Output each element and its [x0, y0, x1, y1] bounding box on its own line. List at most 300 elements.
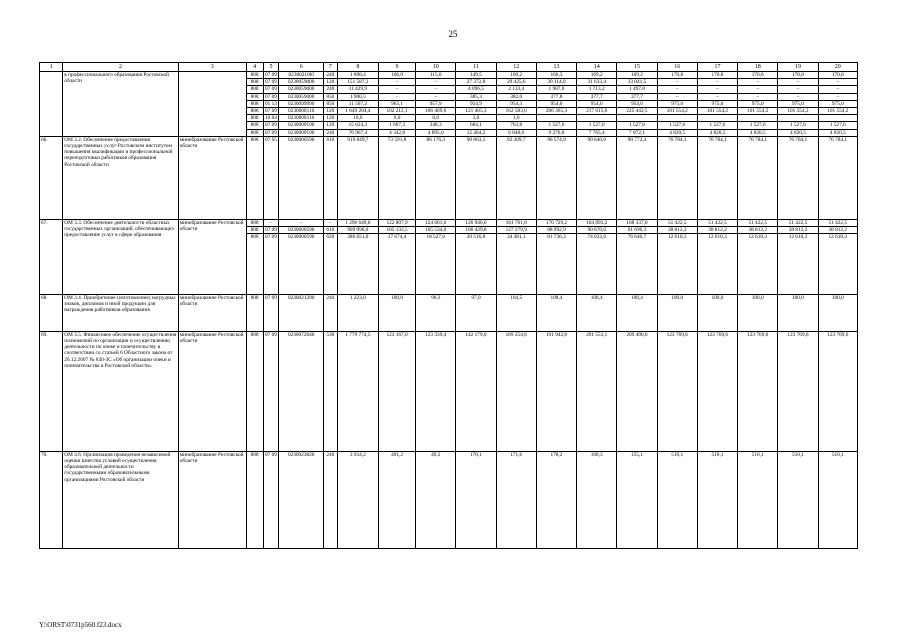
data-cell: 240 [323, 129, 337, 136]
data-cell: 91 696,3 [617, 227, 657, 234]
data-cell: 73 591,8 [379, 136, 416, 219]
data-cell: 1 527,6 [738, 122, 778, 129]
data-cell: 51 422,5 [778, 219, 818, 226]
data-cell: 1 527,6 [617, 122, 657, 129]
column-number-header: 12 [496, 63, 536, 72]
data-cell: 510,1 [818, 451, 857, 548]
data-cell: 808 [246, 72, 263, 79]
data-cell: 9 276,8 [536, 129, 576, 136]
data-cell: 808 [246, 331, 263, 451]
data-cell: 1 527,6 [657, 122, 697, 129]
data-cell: 0230072040 [279, 331, 324, 451]
data-cell: 510,1 [697, 451, 737, 548]
data-cell: 27 372,8 [456, 79, 496, 86]
data-cell: 90 863,5 [456, 136, 496, 219]
data-cell: 105 534,0 [416, 227, 456, 234]
data-cell: 76 784,1 [738, 136, 778, 219]
data-cell: 51 422,5 [697, 219, 737, 226]
data-cell: 957,9 [416, 100, 456, 107]
data-cell [536, 115, 576, 122]
data-cell: – [738, 86, 778, 93]
data-cell: 86 176,3 [416, 136, 456, 219]
data-cell: 808 [246, 86, 263, 93]
data-cell: 100,0 [778, 294, 818, 331]
data-cell: 120 [323, 79, 337, 86]
table-row [40, 331, 858, 451]
data-cell: 808 [246, 451, 263, 548]
data-cell: 1 527,6 [536, 122, 576, 129]
data-cell: 07 09 [265, 93, 277, 100]
data-cell: 170,1 [456, 451, 496, 548]
data-cell: 104,5 [496, 294, 536, 331]
data-cell: – [416, 86, 456, 93]
data-cell: 16,0 [337, 115, 378, 122]
data-cell: 4 096,5 [456, 86, 496, 93]
data-cell: – [697, 93, 737, 100]
data-cell: 1 527,6 [697, 122, 737, 129]
data-cell: 81 736,3 [536, 234, 576, 295]
data-cell: 29 425,6 [496, 79, 536, 86]
data-cell: 808 [246, 219, 263, 226]
data-cell: 386 651,0 [337, 234, 378, 295]
data-cell: 170 729,2 [536, 219, 576, 226]
data-cell: 963,1 [379, 100, 416, 107]
data-cell: 171,6 [496, 451, 536, 548]
data-cell: 76 784,1 [818, 136, 857, 219]
data-cell: 954,3 [496, 100, 536, 107]
item-number-cell: 68. [40, 294, 63, 331]
executor-cell: минобразование Ростовской области [178, 451, 246, 548]
data-cell: 33 041,5 [617, 79, 657, 86]
column-number-header: 10 [416, 63, 456, 72]
data-cell: 170,8 [778, 72, 818, 79]
data-cell: 120 [323, 115, 337, 122]
data-cell: 808 [246, 227, 263, 234]
data-cell: 18 527,6 [416, 234, 456, 295]
data-cell [738, 115, 778, 122]
data-cell: 1 713,2 [577, 86, 617, 93]
data-cell: – [738, 79, 778, 86]
data-cell: 1 527,6 [778, 122, 818, 129]
data-cell: 0230000590 [279, 227, 324, 234]
data-cell: 975,0 [657, 100, 697, 107]
data-cell: 4 820,5 [818, 129, 857, 136]
data-cell: 1 779 774,5 [337, 331, 378, 451]
data-cell: 1 527,6 [577, 122, 617, 129]
data-cell: 92 309,7 [496, 136, 536, 219]
data-cell: 168,3 [577, 451, 617, 548]
data-cell: 491,2 [379, 451, 416, 548]
item-name-cell: ОМ 3.6. Организация проведения независимой оценки качества условий осуществления образовательной деятельности государственными образовательными организациями Ростовской области [63, 451, 178, 548]
data-cell: – [738, 93, 778, 100]
data-cell: 170,8 [657, 72, 697, 79]
data-cell [818, 115, 857, 122]
data-cell: 166,3 [536, 72, 576, 79]
data-cell: – [818, 93, 857, 100]
data-cell: 217 015,6 [577, 108, 617, 115]
data-cell: 610 [323, 227, 337, 234]
data-cell: 90 640,6 [577, 136, 617, 219]
data-cell: 7 872,1 [617, 129, 657, 136]
data-cell: 101 554,2 [738, 108, 778, 115]
data-cell: 51 422,5 [738, 219, 778, 226]
data-cell: 07 09 [265, 86, 277, 93]
data-cell: 88 992,9 [536, 227, 576, 234]
data-cell: 510,1 [738, 451, 778, 548]
data-cell: 49,2 [416, 451, 456, 548]
data-cell: 100,0 [818, 294, 857, 331]
data-cell: 385,3 [456, 93, 496, 100]
data-cell: 1 497,8 [617, 86, 657, 93]
data-cell: 610 [323, 136, 337, 219]
data-cell: 975,0 [818, 100, 857, 107]
data-cell: – [379, 93, 416, 100]
data-cell: 30 114,0 [536, 79, 576, 86]
data-cell: 15 624,3 [337, 122, 378, 129]
data-cell: 76 640,7 [617, 234, 657, 295]
data-cell: 0230099990 [279, 100, 324, 107]
data-cell: 11 429,9 [337, 86, 378, 93]
column-number-header: 8 [337, 63, 378, 72]
item-number-cell: 66. [40, 136, 63, 219]
column-number-header: 5 [263, 63, 279, 72]
data-cell: – [379, 79, 416, 86]
data-cell [697, 115, 737, 122]
data-cell: 6,0 [379, 115, 416, 122]
data-cell: 0230000590 [279, 136, 324, 219]
data-cell: 206 365,3 [536, 108, 576, 115]
data-cell: 122 807,9 [379, 219, 416, 226]
data-cell: 1 296 649,0 [337, 219, 378, 226]
data-cell: 3 934,2 [337, 451, 378, 548]
column-number-header: 3 [178, 63, 246, 72]
data-cell: 07 09 [263, 451, 279, 548]
data-cell: 201 553,1 [577, 331, 617, 451]
data-cell: 808 [246, 122, 263, 129]
data-cell: 4 820,5 [778, 129, 818, 136]
data-cell: 102 212,1 [379, 108, 416, 115]
data-cell: 105 133,5 [379, 227, 416, 234]
data-cell: 954,0 [617, 100, 657, 107]
data-cell: – [323, 219, 337, 226]
column-number-header-row [40, 63, 858, 72]
data-cell: 377,8 [536, 93, 576, 100]
column-number-header: 16 [657, 63, 697, 72]
data-cell: 4 820,5 [738, 129, 778, 136]
data-cell: 169,2 [577, 72, 617, 79]
data-cell: 02300210l0 [279, 72, 324, 79]
data-cell: 120 [323, 108, 337, 115]
data-cell: 120 [323, 122, 337, 129]
item-number-cell: 67. [40, 219, 63, 294]
data-cell: 808 [246, 115, 263, 122]
data-cell: 100,0 [379, 294, 416, 331]
data-cell: 12 610,3 [697, 234, 737, 295]
data-cell: 108,4 [617, 294, 657, 331]
data-cell: 12 610,3 [657, 234, 697, 295]
data-cell: 97,0 [456, 294, 496, 331]
data-cell: 1 900,5 [337, 93, 378, 100]
budget-table [39, 62, 858, 549]
data-cell: 4 895,0 [416, 129, 456, 136]
data-cell: 6 048,6 [496, 129, 536, 136]
data-cell: 126 946,6 [456, 219, 496, 226]
data-cell: 74 022,6 [577, 234, 617, 295]
data-cell: – [657, 86, 697, 93]
file-path-footer: Y:\ORST\0731p560.f23.docx [39, 621, 122, 629]
data-cell: – [657, 79, 697, 86]
data-cell: 240 [323, 294, 337, 331]
data-cell: – [697, 86, 737, 93]
data-cell: 108,4 [536, 294, 576, 331]
data-cell: 530 [323, 331, 337, 451]
data-cell: 10 04 [265, 115, 277, 122]
data-cell: 123 769,6 [657, 331, 697, 451]
column-number-header: 15 [617, 63, 657, 72]
data-cell: – [416, 93, 456, 100]
data-cell: 38 812,2 [657, 227, 697, 234]
data-cell: 919 849,7 [337, 136, 378, 219]
executor-cell: минобразование Ростовской области [178, 219, 246, 294]
data-cell: 1 607,3 [379, 122, 416, 129]
data-cell: 1 527,6 [818, 122, 857, 129]
data-cell: – [279, 219, 324, 226]
data-cell [577, 115, 617, 122]
data-cell: 169,2 [496, 72, 536, 79]
data-cell: 1 223,0 [337, 294, 378, 331]
data-cell: 1 987,0 [536, 86, 576, 93]
data-cell: 510,1 [778, 451, 818, 548]
data-cell: 01 13 [265, 100, 277, 107]
data-cell: 96,3 [416, 294, 456, 331]
data-cell: 377,7 [577, 93, 617, 100]
data-cell: 07 09 [265, 122, 277, 129]
column-number-header: 11 [456, 63, 496, 72]
data-cell: 0230000110 [279, 108, 324, 115]
data-cell: 123 769,6 [697, 331, 737, 451]
item-number-cell: 70. [40, 451, 63, 548]
data-cell: 123 769,6 [778, 331, 818, 451]
column-number-header: 19 [778, 63, 818, 72]
data-cell: 240 [323, 72, 337, 79]
data-cell [617, 115, 657, 122]
data-cell: 0230000190 [279, 122, 324, 129]
data-cell: – [379, 86, 416, 93]
data-cell: 142 179,0 [456, 331, 496, 451]
data-cell: 76 967,4 [337, 129, 378, 136]
data-cell: 850 [323, 93, 337, 100]
data-cell: 07 09 [263, 331, 279, 451]
data-cell: 168 337,0 [617, 219, 657, 226]
data-cell: 123 769,6 [738, 331, 778, 451]
data-cell: 763,8 [496, 122, 536, 129]
data-cell: 954,0 [577, 100, 617, 107]
executor-cell [178, 72, 246, 137]
data-cell: 106,0 [379, 72, 416, 79]
table-row [40, 72, 858, 79]
data-cell: – [818, 86, 857, 93]
data-cell: 808 [246, 108, 263, 115]
data-cell: 07 09 [265, 227, 277, 234]
data-cell: 191 942,8 [536, 331, 576, 451]
data-cell: 161 761,0 [496, 219, 536, 226]
data-cell: 108,4 [577, 294, 617, 331]
data-cell: 124 061,6 [416, 219, 456, 226]
data-cell: 808 [246, 136, 263, 219]
data-cell: 101 554,2 [657, 108, 697, 115]
data-cell: – [263, 219, 279, 226]
data-cell: 90 574,9 [536, 136, 576, 219]
data-cell: – [818, 79, 857, 86]
column-number-header: 18 [738, 63, 778, 72]
data-cell: 12 610,3 [778, 234, 818, 295]
data-cell: – [657, 93, 697, 100]
data-cell: 101 554,2 [818, 108, 857, 115]
data-cell: – [778, 93, 818, 100]
data-cell: 0230059000 [279, 86, 324, 93]
page-number: 25 [448, 29, 458, 39]
data-cell: 169,2 [617, 72, 657, 79]
data-cell: 34 481,1 [496, 234, 536, 295]
data-cell: 11 567,2 [337, 100, 378, 107]
data-cell: 51 422,5 [818, 219, 857, 226]
executor-cell: минобразование Ростовской области [178, 294, 246, 331]
data-cell: 1,0 [496, 115, 536, 122]
data-cell: 954,9 [456, 100, 496, 107]
data-cell: 20 516,8 [456, 234, 496, 295]
data-cell: 178,2 [536, 451, 576, 548]
data-cell: 07 09 [265, 72, 277, 78]
data-cell: 0230059000 [279, 93, 324, 100]
data-cell: 975,0 [697, 100, 737, 107]
data-cell: 100,0 [657, 294, 697, 331]
data-cell: 382,0 [496, 93, 536, 100]
column-number-header: 9 [379, 63, 416, 72]
data-cell: 954,0 [536, 100, 576, 107]
data-cell: 127 279,9 [496, 227, 536, 234]
data-cell: 684,1 [456, 122, 496, 129]
column-number-header: 4 [246, 63, 263, 72]
data-cell: 151 587,3 [337, 79, 378, 86]
data-cell: 348,3 [416, 122, 456, 129]
data-cell: 155,1 [617, 451, 657, 548]
data-cell: 2 133,4 [496, 86, 536, 93]
data-cell: 975,0 [738, 100, 778, 107]
data-cell: 377,7 [617, 93, 657, 100]
item-name-cell: ОМ 3.2. Обеспечение предоставления государственных услуг Ростовским институтом повышения квалификации и профессиональной переподготовки работников образования Ростовской области [63, 136, 178, 219]
data-cell: 90 772,4 [617, 136, 657, 219]
column-number-header: 2 [63, 63, 178, 72]
item-name-cell: ОМ 3.4. Приобретение (изготовление) нагрудных знаков, дипломов и иной продукции для награждения работников образования [63, 294, 178, 331]
data-cell: 123 167,0 [379, 331, 416, 451]
data-cell: 123 769,6 [818, 331, 857, 451]
data-cell: 106 429,8 [456, 227, 496, 234]
item-name-cell: в профессионального образования Ростовской области [63, 72, 178, 137]
data-cell [778, 115, 818, 122]
data-cell: 620 [323, 234, 337, 295]
data-cell: 0230000190 [279, 129, 324, 136]
data-cell: 240 [323, 451, 337, 548]
data-cell: – [697, 79, 737, 86]
data-cell: 12 610,3 [818, 234, 857, 295]
data-cell: 975,0 [778, 100, 818, 107]
data-cell: 07 09 [265, 108, 277, 115]
data-cell: 1 649 204,4 [337, 108, 378, 115]
data-cell: 170,8 [818, 72, 857, 79]
data-cell: 123 339,4 [416, 331, 456, 451]
column-number-header: 13 [536, 63, 576, 72]
table-row [40, 219, 858, 226]
executor-cell: минобразование Ростовской области [178, 136, 246, 219]
data-cell: 4 342,8 [379, 129, 416, 136]
data-cell: 76 784,1 [778, 136, 818, 219]
data-cell: 164 893,2 [577, 219, 617, 226]
item-number-cell: 69. [40, 331, 63, 451]
data-cell: 6,0 [416, 115, 456, 122]
data-cell: 808 [246, 294, 263, 331]
data-cell: 106 409,6 [416, 108, 456, 115]
data-cell: 101 554,2 [778, 108, 818, 115]
column-number-header: 17 [697, 63, 737, 72]
data-cell: 12 610,3 [738, 234, 778, 295]
data-cell: 100,0 [697, 294, 737, 331]
table-row [40, 294, 858, 331]
data-cell: 850 [323, 100, 337, 107]
data-cell: 38 812,2 [818, 227, 857, 234]
data-cell: 170,8 [738, 72, 778, 79]
column-number-header: 1 [40, 63, 63, 72]
data-cell: 101 554,2 [697, 108, 737, 115]
data-cell: 38 812,2 [697, 227, 737, 234]
data-cell: 808 [246, 100, 263, 107]
data-cell: 808 [246, 234, 263, 295]
data-cell: 07 05 [263, 136, 279, 219]
data-cell: 121 405,3 [456, 108, 496, 115]
item-name-cell: ОМ 3.5. Финансовое обеспечение осуществления полномочий по организации и осуществлению деятельности по опеке и попечительству в соответствии со статьей 6 Областного закона от 26.12.2007 № 830-ЗС «Об организации опеки и попечительства в Ростовской области» [63, 331, 178, 451]
data-cell: 38 812,2 [778, 227, 818, 234]
item-name-cell: ОМ 3.3. Обеспечение деятельности областных государственных организаций, обеспечивающих предоставление услуг в сфере образования [63, 219, 178, 294]
data-cell: 0230021290 [279, 294, 324, 331]
data-cell: 76 784,1 [697, 136, 737, 219]
table-row [40, 451, 858, 548]
data-cell: 76 784,1 [657, 136, 697, 219]
data-cell: 115,0 [416, 72, 456, 79]
data-cell: 162 583,0 [496, 108, 536, 115]
column-number-header: 20 [818, 63, 857, 72]
data-cell: 240 [323, 86, 337, 93]
data-cell: 0230059000 [279, 79, 324, 86]
data-cell: 169 254,6 [496, 331, 536, 451]
data-cell: 510,1 [657, 451, 697, 548]
data-cell: 808 [246, 129, 263, 136]
data-cell: 100,0 [738, 294, 778, 331]
data-cell: 4 820,5 [657, 129, 697, 136]
data-cell: – [416, 79, 456, 86]
data-cell: 0230000590 [279, 234, 324, 295]
column-number-header: 7 [323, 63, 337, 72]
data-cell: 225 442,5 [617, 108, 657, 115]
column-number-header: 6 [279, 63, 324, 72]
executor-cell: минобразование Ростовской области [178, 331, 246, 451]
data-cell: 909 998,0 [337, 227, 378, 234]
data-cell: 38 812,2 [738, 227, 778, 234]
data-cell: 170,8 [697, 72, 737, 79]
data-cell: 07 09 [265, 79, 277, 86]
data-cell: 149,5 [456, 72, 496, 79]
data-cell [657, 115, 697, 122]
data-cell: 209 490,6 [617, 331, 657, 451]
data-cell: 31 633,4 [577, 79, 617, 86]
